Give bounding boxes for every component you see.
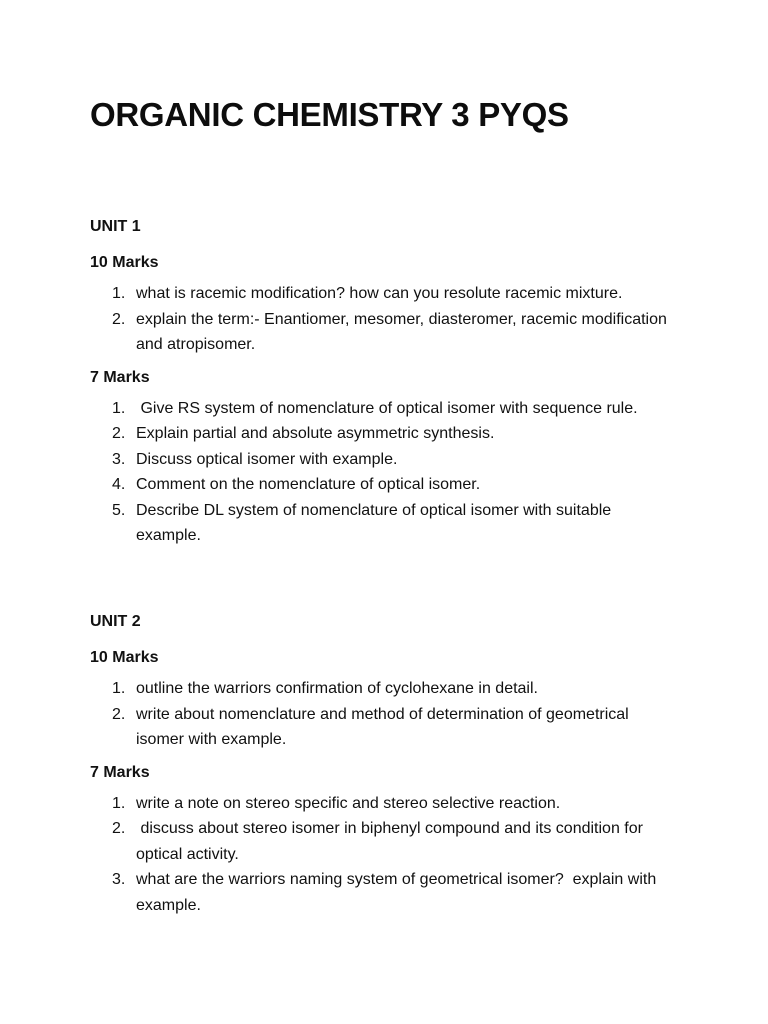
list-item <box>90 498 676 549</box>
question-text: Explain partial and absolute asymmetric synthesis. <box>136 425 495 442</box>
list-number: 3. <box>112 450 126 468</box>
question-list <box>90 281 690 358</box>
list-item <box>90 307 676 358</box>
unit-1-section <box>90 217 690 549</box>
unit-2-section <box>90 612 690 918</box>
list-item <box>90 396 676 422</box>
marks-heading: 10 Marks <box>90 649 159 666</box>
list-item <box>90 702 676 753</box>
question-text: discuss about stereo isomer in biphenyl compound and its condition for optical activity. <box>136 820 648 863</box>
list-number: 2. <box>112 425 126 442</box>
unit-heading: UNIT 2 <box>90 613 141 630</box>
question-text: Give RS system of nomenclature of optical isomer with sequence rule. <box>136 399 638 417</box>
list-number: 1. <box>112 399 126 417</box>
question-text: write a note on stereo specific and stereo selective reaction. <box>136 794 561 812</box>
marks-heading: 10 Marks <box>90 254 159 271</box>
list-number: 4. <box>112 476 126 493</box>
list-number: 2. <box>112 820 126 837</box>
marks-heading: 7 Marks <box>90 368 150 386</box>
list-item <box>90 421 676 447</box>
question-list <box>90 676 690 753</box>
list-item <box>90 676 676 702</box>
list-item <box>90 867 676 918</box>
list-number: 3. <box>112 871 126 888</box>
question-list <box>90 791 690 919</box>
list-item <box>90 472 676 498</box>
question-text: Comment on the nomenclature of optical isomer. <box>136 476 481 493</box>
list-item <box>90 816 676 867</box>
question-text: explain the term:- Enantiomer, mesomer, diasteromer, racemic modification and atropisomer. <box>136 310 667 353</box>
marks-heading: 7 Marks <box>90 763 150 781</box>
question-text: what are the warriors naming system of geometrical isomer? explain with example. <box>136 871 661 914</box>
unit-heading: UNIT 1 <box>90 218 141 235</box>
list-number: 2. <box>112 310 126 328</box>
list-item <box>90 281 676 307</box>
question-text: outline the warriors confirmation of cyclohexane in detail. <box>136 680 538 697</box>
question-text: Describe DL system of nomenclature of optical isomer with suitable example. <box>136 501 612 544</box>
list-number: 2. <box>112 705 126 723</box>
list-number: 1. <box>112 285 126 302</box>
list-number: 5. <box>112 501 126 519</box>
list-number: 1. <box>112 794 126 812</box>
question-text: what is racemic modification? how can you resolute racemic mixture. <box>136 285 623 302</box>
question-text: write about nomenclature and method of determination of geometrical isomer with example. <box>136 705 629 748</box>
question-list <box>90 396 690 549</box>
question-text: Discuss optical isomer with example. <box>136 450 398 468</box>
list-item <box>90 447 676 473</box>
list-number: 1. <box>112 680 126 697</box>
list-item <box>90 791 676 817</box>
document-title: ORGANIC CHEMISTRY 3 PYQS <box>90 96 569 133</box>
